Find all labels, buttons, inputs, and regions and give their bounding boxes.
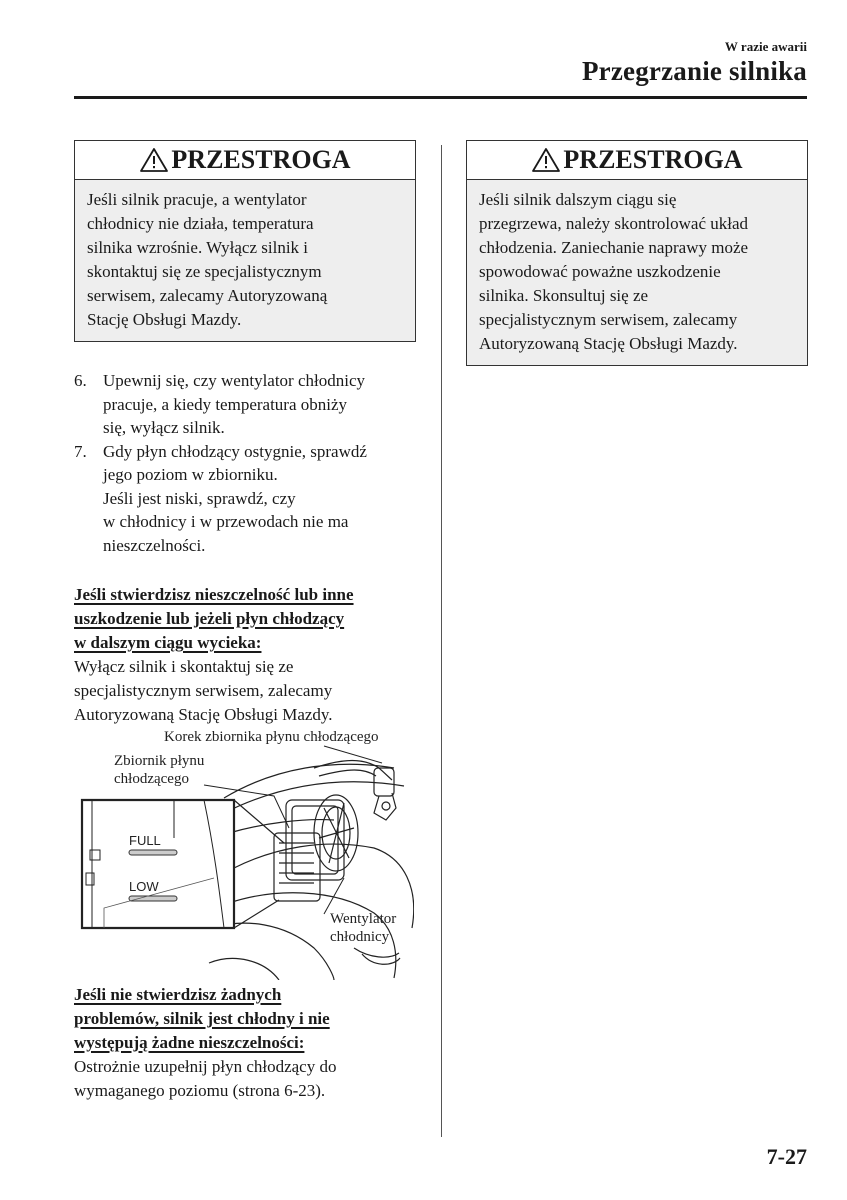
page-number: 7-27 xyxy=(766,1144,807,1169)
heading-line xyxy=(74,607,406,631)
caution-line: przegrzewa, należy skontrolować układ xyxy=(479,214,749,233)
heading-line-text: w dalszym ciągu wycieka: xyxy=(74,633,262,652)
reservoir-label: Zbiornik płynu xyxy=(114,753,205,769)
step-list xyxy=(74,369,414,557)
caution-header xyxy=(75,141,415,180)
fan-label: Wentylator xyxy=(330,911,397,927)
heading-line xyxy=(74,631,406,655)
no-leak-section xyxy=(74,983,406,1103)
step-line: pracuje, a kiedy temperatura obniży xyxy=(103,394,348,414)
caution-line: silnika. Skonsultuj się ze xyxy=(479,286,649,305)
caution-line: specjalistycznym serwisem, zalecamy xyxy=(479,310,738,329)
section-heading xyxy=(74,583,406,655)
caution-body xyxy=(75,180,415,341)
reservoir-label: chłodzącego xyxy=(114,771,189,787)
step-item xyxy=(74,369,414,440)
header-rule xyxy=(74,96,807,99)
caution-title: PRZESTROGA xyxy=(563,145,743,174)
body-line: specjalistycznym serwisem, zalecamy xyxy=(74,681,333,700)
warning-triangle-icon xyxy=(531,147,561,173)
page-title: Przegrzanie silnika xyxy=(581,56,807,86)
section-body xyxy=(74,655,406,727)
step-line: Upewnij się, czy wentylator chłodnicy xyxy=(103,371,366,390)
fan-label: chłodnicy xyxy=(330,929,390,945)
heading-line xyxy=(74,583,406,607)
coolant-reservoir-figure xyxy=(74,728,414,980)
caution-line: Stację Obsługi Mazdy. xyxy=(87,310,242,329)
caution-line: Jeśli silnik dalszym ciągu się xyxy=(479,190,677,209)
inset-frame xyxy=(82,800,234,928)
section-body xyxy=(74,1055,406,1103)
caution-box-left xyxy=(74,140,416,342)
caution-body xyxy=(467,180,807,365)
step-line: się, wyłącz silnik. xyxy=(103,418,225,437)
heading-line-text: uszkodzenie lub jeżeli płyn chłodzący xyxy=(74,609,345,628)
body-line: wymaganego poziomu (strona 6-23). xyxy=(74,1081,326,1100)
warning-triangle-icon xyxy=(139,147,169,173)
step-number: 7. xyxy=(74,441,87,461)
caution-line: silnika wzrośnie. Wyłącz silnik i xyxy=(87,238,309,257)
body-line: Wyłącz silnik i skontaktuj się ze xyxy=(74,657,294,676)
heading-line-text: występują żadne nieszczelności: xyxy=(74,1033,305,1052)
step-item xyxy=(74,440,414,558)
caution-line: chłodnicy nie działa, temperatura xyxy=(87,214,314,233)
body-line: Ostrożnie uzupełnij płyn chłodzący do xyxy=(74,1057,337,1076)
body-line: Autoryzowaną Stację Obsługi Mazdy. xyxy=(74,705,333,724)
heading-line xyxy=(74,1031,406,1055)
caution-line: serwisem, zalecamy Autoryzowaną xyxy=(87,286,328,305)
heading-line xyxy=(74,983,406,1007)
step-number: 6. xyxy=(74,371,87,390)
heading-line-text: Jeśli stwierdzisz nieszczelność lub inne xyxy=(74,585,354,604)
section-label: W razie awarii xyxy=(724,39,807,54)
step-line: jego poziom w zbiorniku. xyxy=(103,465,278,484)
leak-found-section xyxy=(74,583,406,727)
step-line: Gdy płyn chłodzący ostygnie, sprawdź xyxy=(103,441,367,461)
step-text xyxy=(103,369,365,440)
step-line: nieszczelności. xyxy=(103,535,206,555)
caution-box-right xyxy=(466,140,808,366)
heading-line-text: Jeśli nie stwierdzisz żadnych xyxy=(74,985,282,1004)
low-mark-label: LOW xyxy=(129,879,159,894)
caution-title: PRZESTROGA xyxy=(171,145,351,174)
caution-line: chłodzenia. Zaniechanie naprawy może xyxy=(479,238,749,257)
heading-line xyxy=(74,1007,406,1031)
section-heading xyxy=(74,983,406,1055)
cap-label: Korek zbiornika płynu chłodzącego xyxy=(164,729,379,745)
caution-line: Autoryzowaną Stację Obsługi Mazdy. xyxy=(479,334,738,353)
heading-line-text: problemów, silnik jest chłodny i nie xyxy=(74,1009,330,1028)
full-mark-label: FULL xyxy=(129,833,161,848)
caution-line: Jeśli silnik pracuje, a wentylator xyxy=(87,190,307,209)
column-divider xyxy=(441,145,442,1137)
caution-header xyxy=(467,141,807,180)
caution-line: skontaktuj się ze specjalistycznym xyxy=(87,262,322,281)
step-line: Jeśli jest niski, sprawdź, czy xyxy=(103,488,296,508)
step-line: w chłodnicy i w przewodach nie ma xyxy=(103,512,349,531)
step-text xyxy=(103,440,367,558)
caution-line: spowodować poważne uszkodzenie xyxy=(479,262,721,281)
